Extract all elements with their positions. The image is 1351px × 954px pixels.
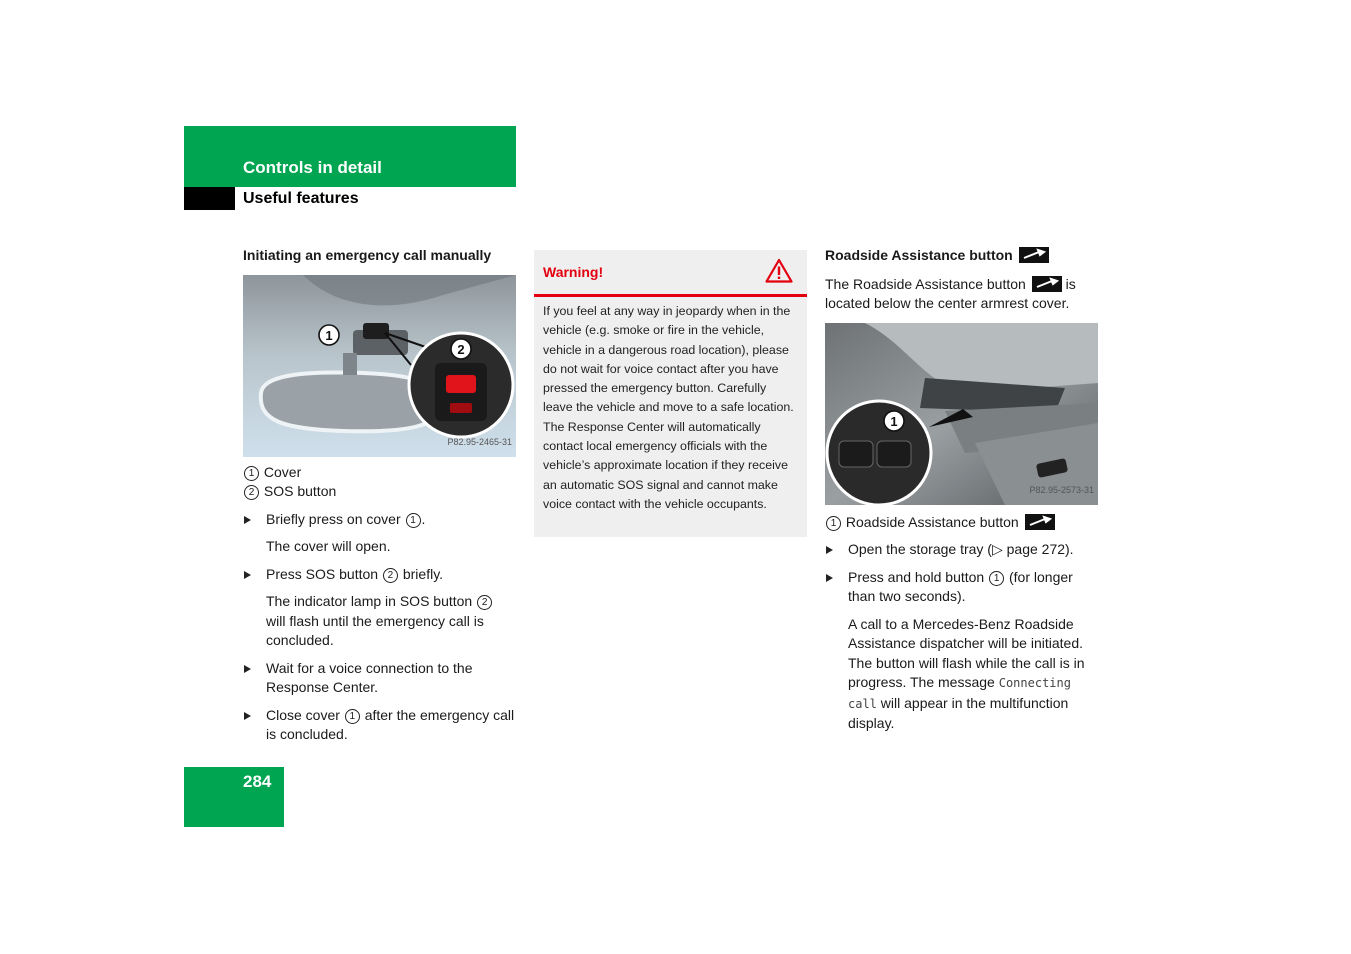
rearview-mirror-figure — [243, 275, 516, 457]
warning-title: Warning! — [543, 264, 604, 280]
figure-code: P82.95-2465-31 — [447, 437, 512, 447]
callout-number: 1 — [989, 571, 1004, 586]
instruction-step: Wait for a voice connection to the Response Center. — [243, 659, 516, 698]
header-marker — [184, 187, 235, 210]
callout-number: 2 — [383, 568, 398, 583]
callout-number: 1 — [244, 466, 259, 481]
display-message: Connecting call — [848, 676, 1071, 711]
svg-text:2: 2 — [457, 341, 465, 357]
instruction-step: Open the storage tray (▷ page 272). — [825, 540, 1098, 560]
callout-number: 2 — [244, 485, 259, 500]
warning-triangle-icon — [765, 258, 793, 288]
warning-box — [534, 250, 807, 537]
instruction-step: Press SOS button 2 briefly. — [243, 565, 516, 585]
svg-text:1: 1 — [890, 413, 898, 429]
bullet-arrow-icon — [244, 712, 251, 720]
instruction-step: Close cover 1 after the emergency call is concluded. — [243, 706, 516, 745]
roadside-intro: The Roadside Assistance button is located below the center armrest cover. — [825, 275, 1076, 311]
callout-number: 1 — [406, 513, 421, 528]
legend-item — [243, 463, 516, 483]
legend-label: SOS button — [263, 483, 337, 499]
legend-item — [243, 482, 516, 502]
bullet-arrow-icon — [826, 574, 833, 582]
roadside-assistance-icon — [1025, 514, 1055, 530]
roadside-assistance-column — [825, 246, 1098, 734]
svg-text:1: 1 — [325, 327, 333, 343]
section-title: Controls in detail — [243, 158, 382, 177]
armrest-figure — [825, 323, 1098, 505]
instruction-step: Press and hold button 1 (for longer than two seconds). — [825, 568, 1098, 607]
page-number: 284 — [243, 772, 272, 791]
roadside-assistance-icon — [1032, 276, 1062, 292]
instruction-step: Briefly press on cover 1 . — [243, 510, 516, 530]
emergency-call-heading: Initiating an emergency call manually — [243, 247, 492, 263]
bullet-arrow-icon — [244, 665, 251, 673]
roadside-heading: Roadside Assistance button — [825, 246, 1098, 266]
subsection-title: Useful features — [243, 190, 359, 207]
warning-header — [534, 250, 807, 297]
rearview-mirror-illustration — [243, 275, 516, 457]
warning-text: If you feel at any way in jeopardy when in the vehicle (e.g. smoke or fire in the vehicle, vehicle in a dangerous road location), please do not wait for voice contact after you have pressed the emergency button. Carefully leave the vehicle and move to a safe location. The Response Center will automatically contact local emergency officials with the vehicle’s approximate location if they receive an automatic SOS signal and cannot make voice contact with the vehicle occupants. — [543, 304, 794, 511]
figure-code: P82.95-2573-31 — [1029, 485, 1094, 495]
callout-number: 2 — [477, 595, 492, 610]
legend-label: Roadside Assistance button — [845, 513, 1019, 530]
step-result: A call to a Mercedes-Benz Roadside Assistance dispatcher will be initiated. The button will flash while the call is in progress. The message Connecting call will appear in the multifunction display. — [848, 615, 1085, 731]
callout-number: 1 — [826, 516, 841, 531]
callout-number: 1 — [345, 709, 360, 724]
bullet-arrow-icon — [244, 571, 251, 579]
bullet-arrow-icon — [244, 516, 251, 524]
step-result: The indicator lamp in SOS button 2 will flash until the emergency call is concluded. — [243, 592, 516, 651]
emergency-call-column — [243, 246, 516, 745]
legend-label: Cover — [263, 463, 302, 480]
bullet-arrow-icon — [826, 546, 833, 554]
legend-item — [825, 513, 1098, 533]
roadside-assistance-icon — [1019, 247, 1049, 263]
step-result: The cover will open. — [266, 538, 391, 554]
armrest-illustration — [825, 323, 1098, 505]
